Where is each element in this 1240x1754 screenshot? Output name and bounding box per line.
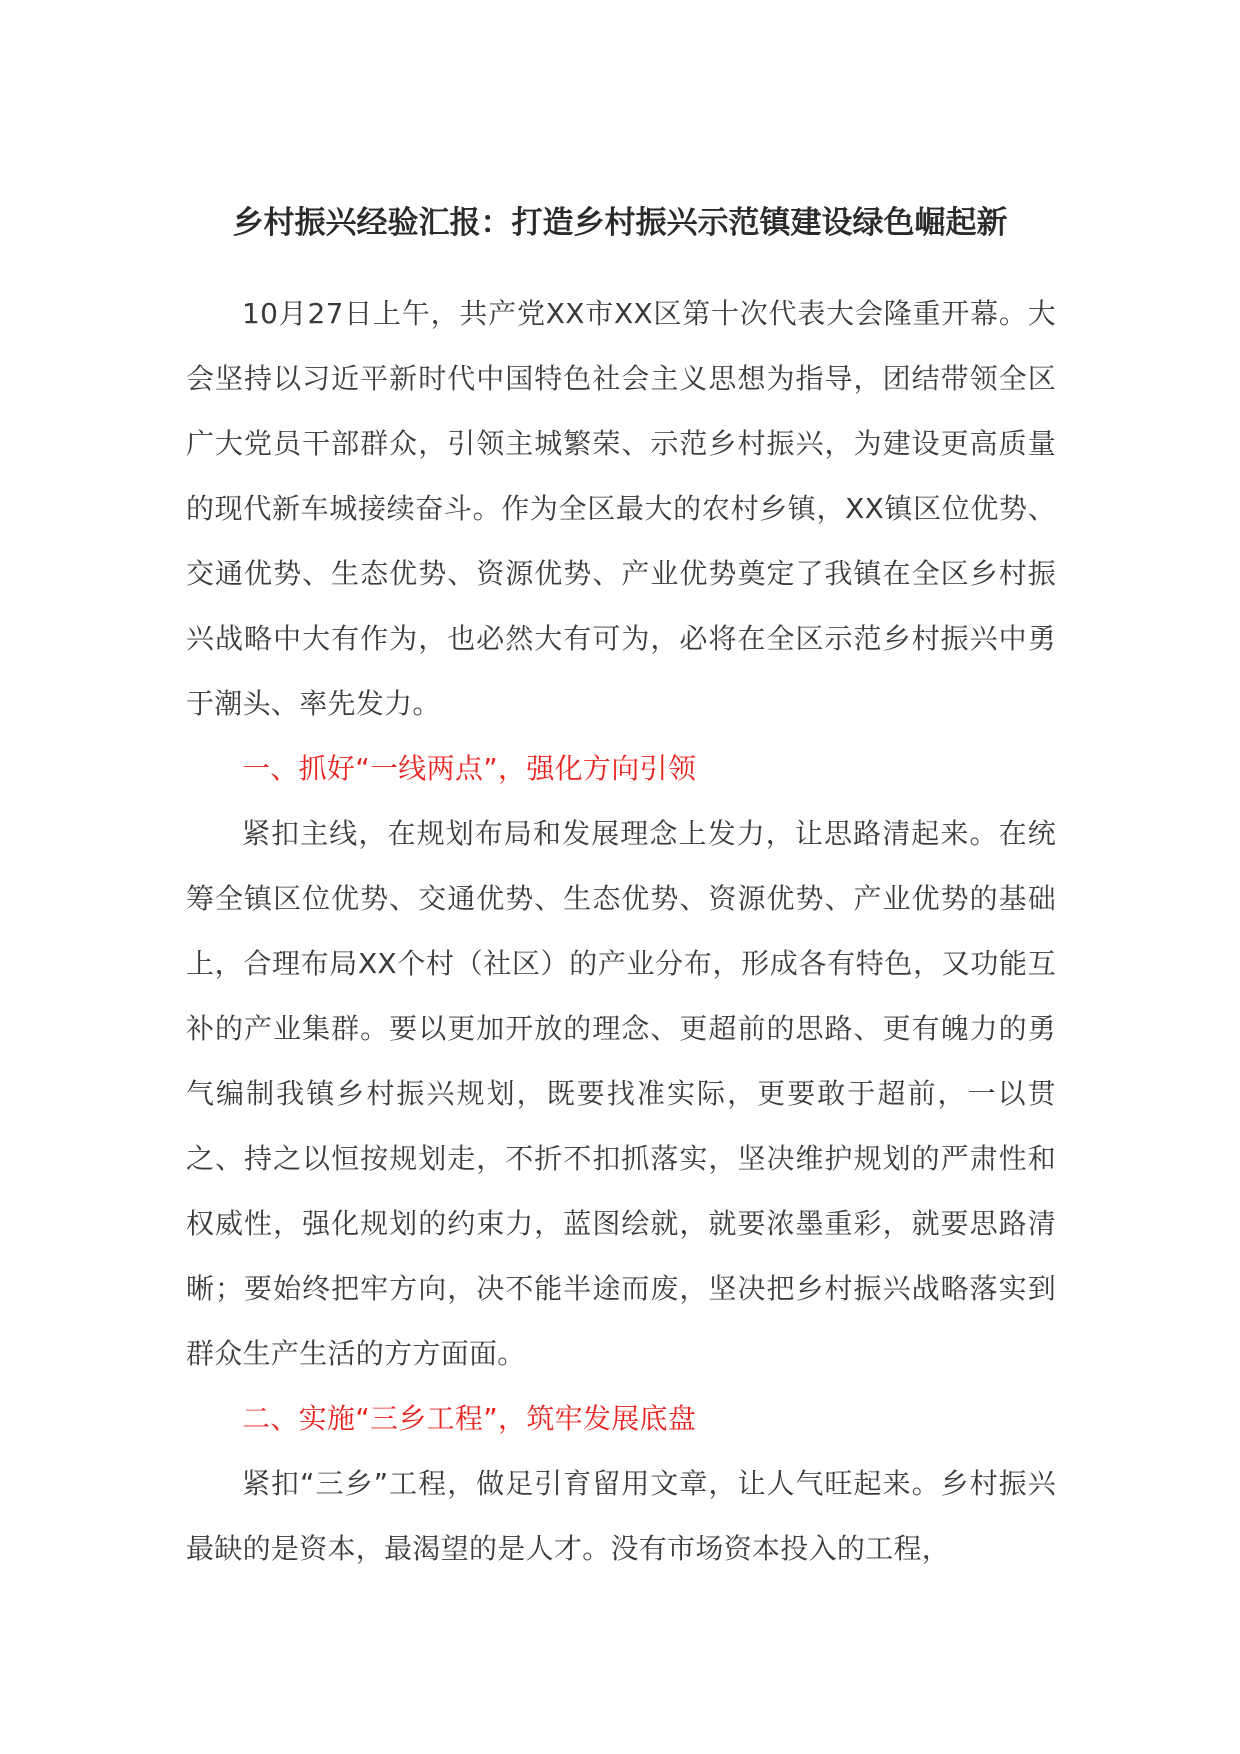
paragraph-intro: 10月27日上午，共产党XX市XX区第十次代表大会隆重开幕。大会坚持以习近平新时代中国特色社会主义思想为指导，团结带领全区广大党员干部群众，引领主城繁荣、示范乡村振兴，为建设更高质量的现代新车城接续奋斗。作为全区最大的农村乡镇，XX镇区位优势、交通优势、生态优势、资源优势、产业优势奠定了我镇在全区乡村振兴战略中大有作为，也必然大有可为，必将在全区示范乡村振兴中勇于潮头、率先发力。	[186, 297, 1056, 720]
document-body	[186, 281, 1056, 1581]
section-heading-1: 一、抓好“一线两点”，强化方向引领	[242, 752, 697, 785]
paragraph-section-2: 紧扣“三乡”工程，做足引育留用文章，让人气旺起来。乡村振兴最缺的是资本，最渴望的是人才。没有市场资本投入的工程，	[186, 1467, 1056, 1565]
document-title: 乡村振兴经验汇报：打造乡村振兴示范镇建设绿色崛起新	[232, 205, 1008, 241]
section-heading-2: 二、实施“三乡工程”，筑牢发展底盘	[242, 1402, 697, 1435]
paragraph-section-1: 紧扣主线，在规划布局和发展理念上发力，让思路清起来。在统筹全镇区位优势、交通优势、生态优势、资源优势、产业优势的基础上，合理布局XX个村（社区）的产业分布，形成各有特色，又功能互补的产业集群。要以更加开放的理念、更超前的思路、更有魄力的勇气编制我镇乡村振兴规划，既要找准实际，更要敢于超前，一以贯之、持之以恒按规划走，不折不扣抓落实，坚决维护规划的严肃性和权威性，强化规划的约束力，蓝图绘就，就要浓墨重彩，就要思路清晰；要始终把牢方向，决不能半途而废，坚决把乡村振兴战略落实到群众生产生活的方方面面。	[186, 817, 1056, 1370]
